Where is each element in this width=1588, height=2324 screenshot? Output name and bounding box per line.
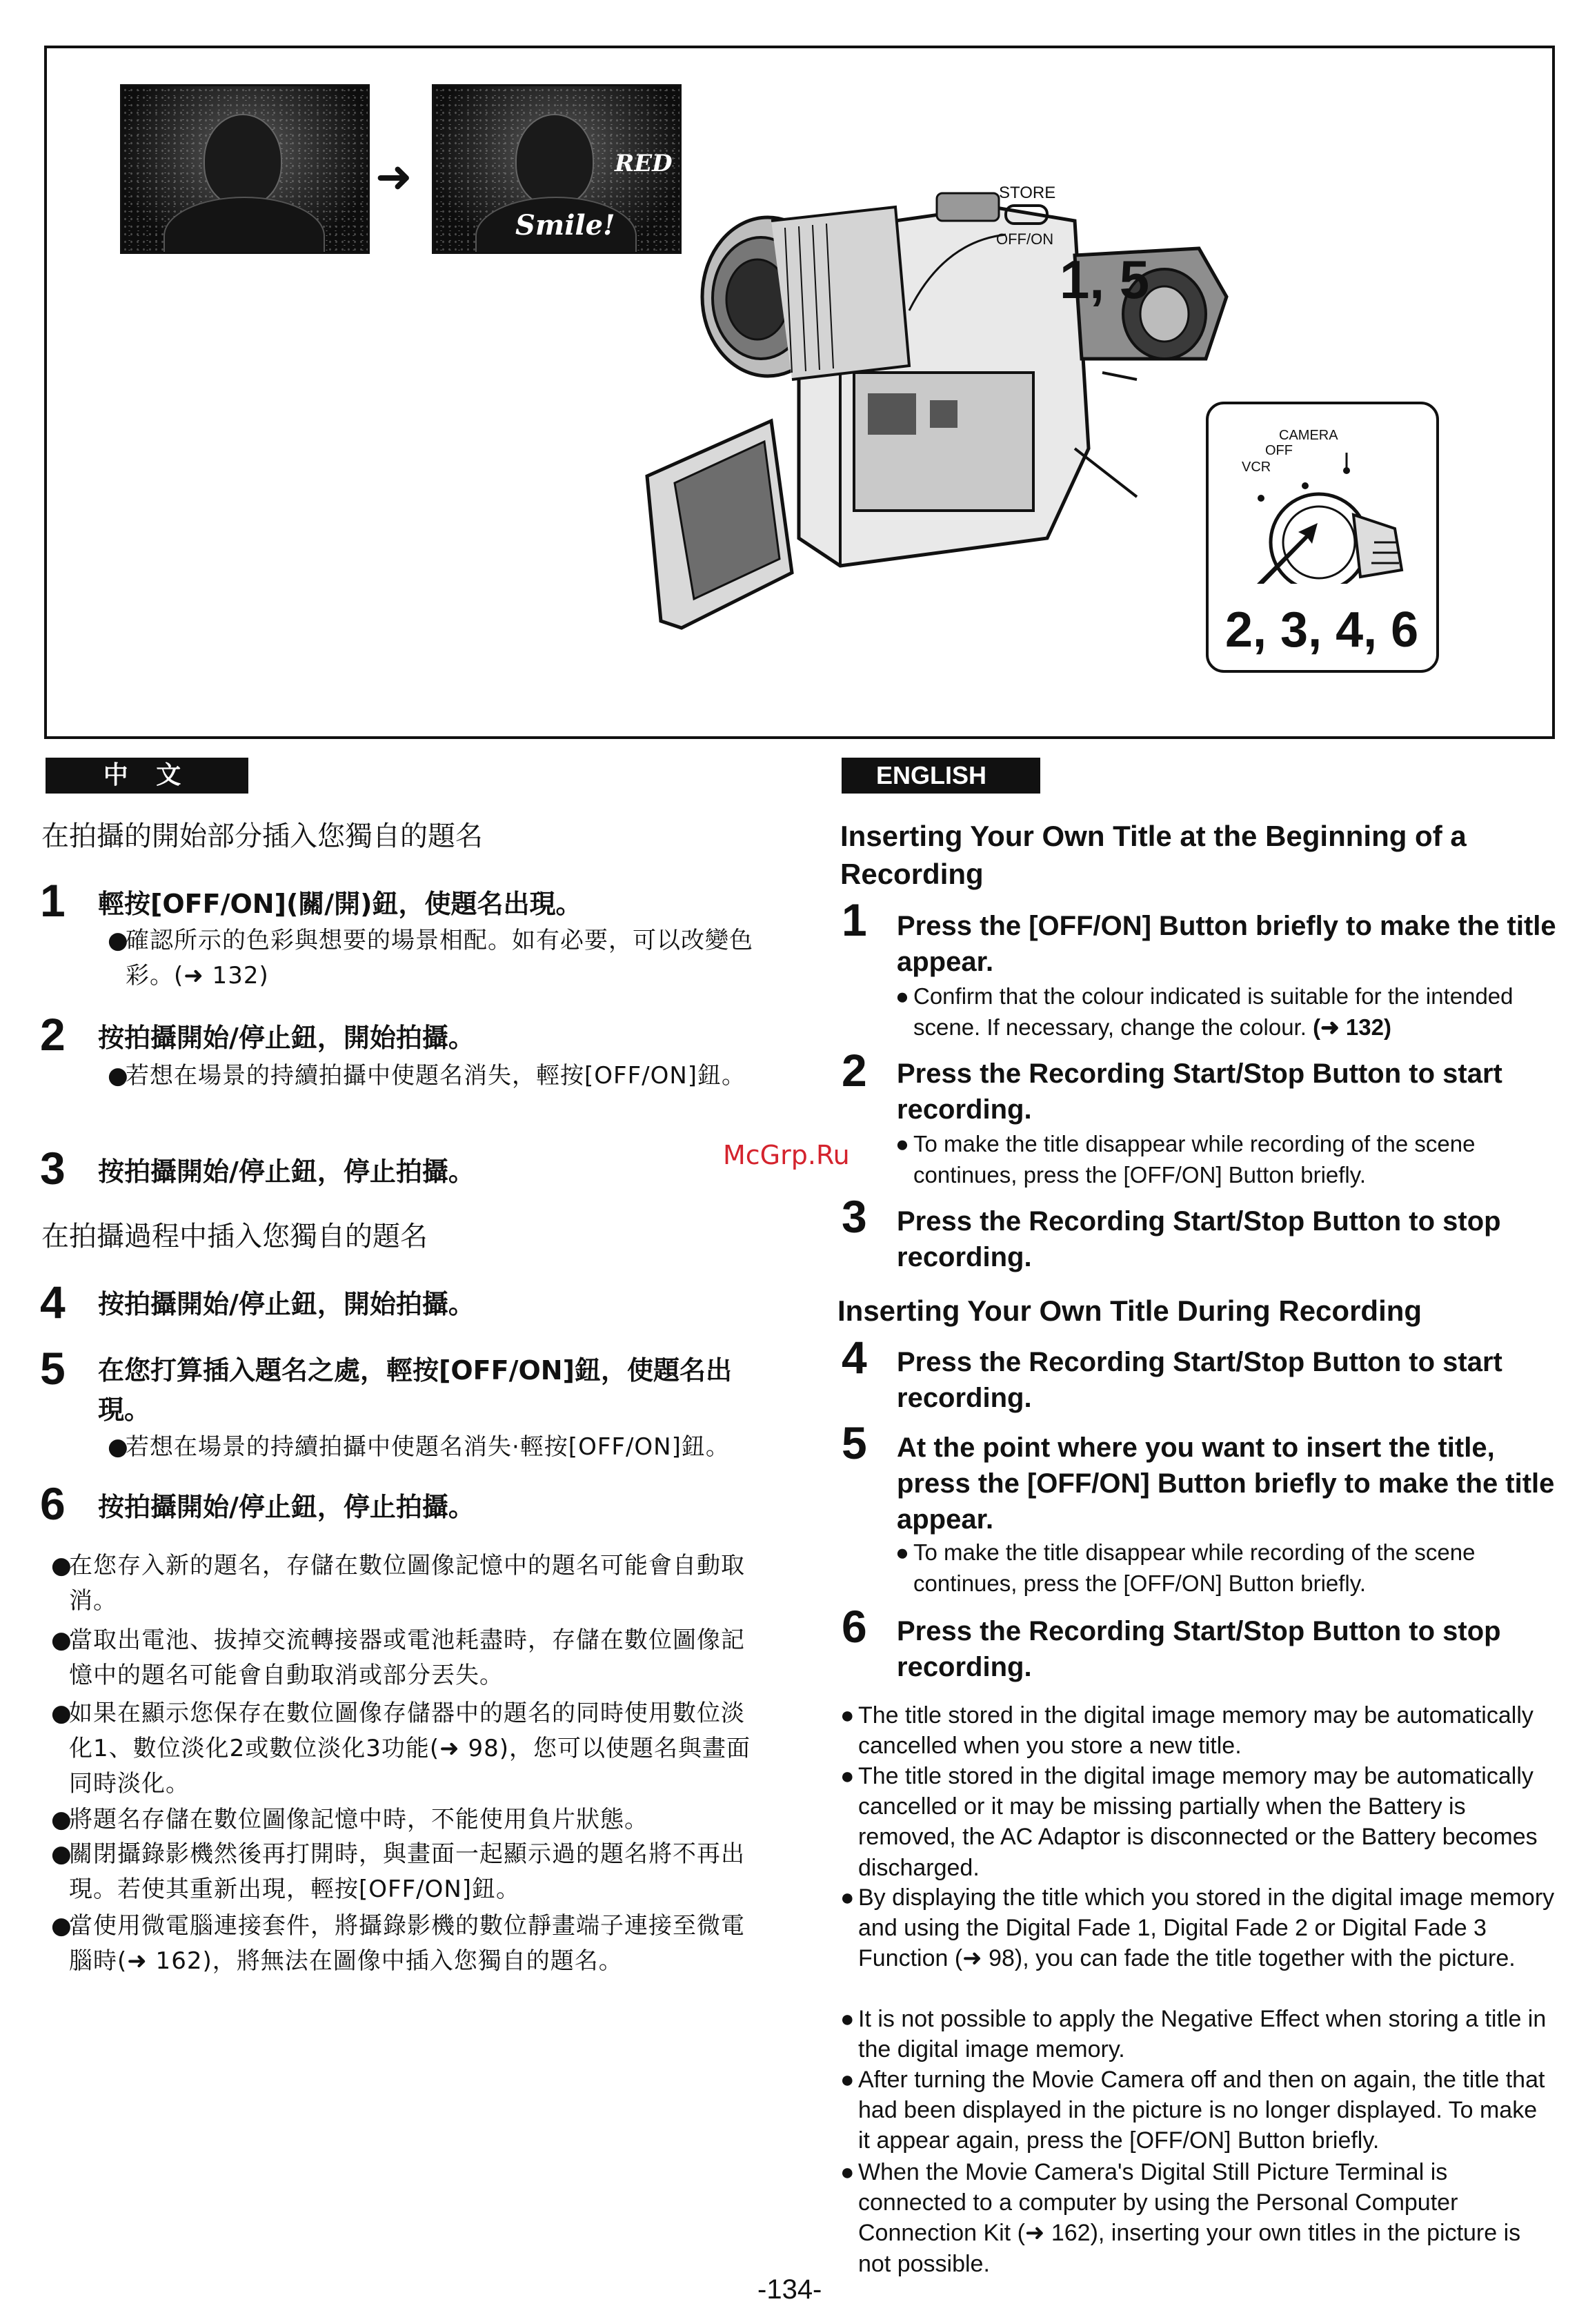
en-step-2-note: ● To make the title disappear while recording of the scene continues, press the [OFF/ON] Button briefly. (895, 1131, 1476, 1188)
cn-heading-beginning: 在拍攝的開始部分插入您獨自的題名 (41, 820, 483, 852)
cn-note-6: ● 當使用微電腦連接套件，將攝錄影機的數位靜畫端子連接至微電腦時(➜ 162)，將無法在圖像中插入您獨自的題名。 (51, 1912, 745, 1975)
en-note-2: ● The title stored in the digital image memory may be automatically cancelled or it may be missing partially when the Battery is removed, the AC Adaptor is disconnected or the Battery becomes discharged. (840, 1763, 1538, 1881)
offon-label: OFF/ON (996, 230, 1054, 248)
en-step-number-6: 6 (842, 1601, 867, 1652)
cn-note-4: ● 將題名存儲在數位圖像記憶中時，不能使用負片狀態。 (51, 1806, 648, 1833)
en-step-1-note: ● Confirm that the colour indicated is suitable for the intended scene. If necessary, change the colour. (➜ 132) (895, 983, 1513, 1040)
page-number: -134- (757, 2274, 822, 2305)
en-note-6: ● When the Movie Camera's Digital Still Picture Terminal is connected to a computer by using the Personal Computer Connection Kit (➜ 162), inserting your own titles in the picture is not possible. (840, 2159, 1521, 2277)
right-arrow-icon: ➜ (375, 152, 413, 203)
callout-steps-2-3-4-6: 2, 3, 4, 6 (1225, 602, 1419, 658)
cn-step-5-text: 在您打算插入題名之處，輕按[OFF/ON]鈕，使題名出現。 (98, 1355, 732, 1425)
en-step-2-text: Press the Recording Start/Stop Button to start recording. (897, 1058, 1502, 1125)
cn-step-1-note: ● 確認所示的色彩與想要的場景相配。如有必要，可以改變色彩。(➜ 132) (108, 927, 753, 989)
cn-step-number-3: 3 (40, 1143, 66, 1194)
dial-off-label: OFF (1265, 443, 1293, 458)
cn-step-number-6: 6 (40, 1478, 66, 1529)
en-step-number-5: 5 (842, 1417, 867, 1468)
en-step-6-text: Press the Recording Start/Stop Button to stop recording. (897, 1616, 1501, 1682)
cn-heading-during: 在拍攝過程中插入您獨自的題名 (41, 1221, 428, 1252)
store-label: STORE (999, 184, 1056, 202)
cn-note-3: ● 如果在顯示您保存在數位圖像存儲器中的題名的同時使用數位淡化1、數位淡化2或數位淡化3功能(➜ 98)，您可以使題名與畫面同時淡化。 (51, 1700, 751, 1798)
en-step-number-2: 2 (842, 1045, 867, 1096)
callout-steps-1-5: 1, 5 (1060, 249, 1150, 310)
cn-step-2-note: ● 若想在場景的持續拍攝中使題名消失，輕按[OFF/ON]鈕。 (108, 1062, 746, 1090)
en-step-number-1: 1 (842, 894, 867, 945)
en-note-5: ● After turning the Movie Camera off and then on again, the title that had been displayed in the picture is no longer displayed. To make it appear again, press the [OFF/ON] Button briefly. (840, 2067, 1545, 2154)
dial-vcr-label: VCR (1242, 460, 1271, 475)
cn-step-1-text: 輕按[OFF/ON](關/開)鈕，使題名出現。 (98, 889, 582, 919)
mode-dial-inset (1206, 402, 1439, 673)
title-text-smile: Smile! (515, 209, 615, 242)
en-step-number-3: 3 (842, 1191, 867, 1242)
cn-step-6-text: 按拍攝開始/停止鈕，停止拍攝。 (98, 1492, 475, 1522)
english-section-label: ENGLISH (842, 758, 1040, 794)
cn-step-number-4: 4 (40, 1277, 66, 1328)
cn-step-5-note: ● 若想在場景的持續拍攝中使題名消失·輕按[OFF/ON]鈕。 (108, 1433, 730, 1461)
watermark: McGrp.Ru (723, 1140, 850, 1170)
en-note-4: ● It is not possible to apply the Negative Effect when storing a title in the digital image memory. (840, 2006, 1547, 2063)
en-step-4-text: Press the Recording Start/Stop Button to start recording. (897, 1347, 1502, 1413)
en-step-1-text: Press the [OFF/ON] Button briefly to make the title appear. (897, 911, 1556, 977)
cn-step-4-text: 按拍攝開始/停止鈕，開始拍攝。 (98, 1289, 475, 1319)
en-step-number-4: 4 (842, 1332, 867, 1383)
cn-note-5: ● 關閉攝錄影機然後再打開時，與畫面一起顯示過的題名將不再出現。若使其重新出現，輕按[OFF/ON]鈕。 (51, 1840, 745, 1903)
mode-dial-icon (1236, 446, 1429, 584)
en-note-3: ● By displaying the title which you stored in the digital image memory and using the Digital Fade 1, Digital Fade 2 or Digital Fade 3 Function (➜ 98), you can fade the title together with the picture. (840, 1884, 1555, 1972)
en-step-5-note: ● To make the title disappear while recording of the scene continues, press the [OFF/ON] Button briefly. (895, 1539, 1476, 1596)
cn-step-2-text: 按拍攝開始/停止鈕，開始拍攝。 (98, 1023, 475, 1053)
scene-photo-before (120, 84, 370, 254)
en-heading-during: Inserting Your Own Title During Recording (837, 1294, 1422, 1327)
cn-step-3-text: 按拍攝開始/停止鈕，停止拍攝。 (98, 1156, 475, 1187)
store-pointer-line (902, 221, 1013, 317)
cn-step-number-5: 5 (40, 1343, 66, 1394)
illustration-frame (44, 46, 1555, 739)
cn-step-number-1: 1 (40, 875, 66, 926)
en-heading-beginning: Inserting Your Own Title at the Beginning of a Recording (840, 820, 1467, 891)
cn-note-1: ● 在您存入新的題名，存儲在數位圖像記憶中的題名可能會自動取消。 (51, 1552, 745, 1615)
title-text-red: RED (615, 150, 673, 177)
en-step-5-text: At the point where you want to insert the title, press the [OFF/ON] Button briefly to make the title appear. (897, 1432, 1555, 1535)
cn-step-number-2: 2 (40, 1009, 66, 1060)
chinese-section-label: 中 文 (46, 758, 248, 794)
en-step-3-text: Press the Recording Start/Stop Button to stop recording. (897, 1206, 1501, 1272)
cn-note-2: ● 當取出電池、拔掉交流轉接器或電池耗盡時，存儲在數位圖像記憶中的題名可能會自動取消或部分丟失。 (51, 1626, 745, 1689)
dial-camera-label: CAMERA (1279, 428, 1338, 443)
en-note-1: ● The title stored in the digital image memory may be automatically cancelled when you store a new title. (840, 1702, 1534, 1760)
